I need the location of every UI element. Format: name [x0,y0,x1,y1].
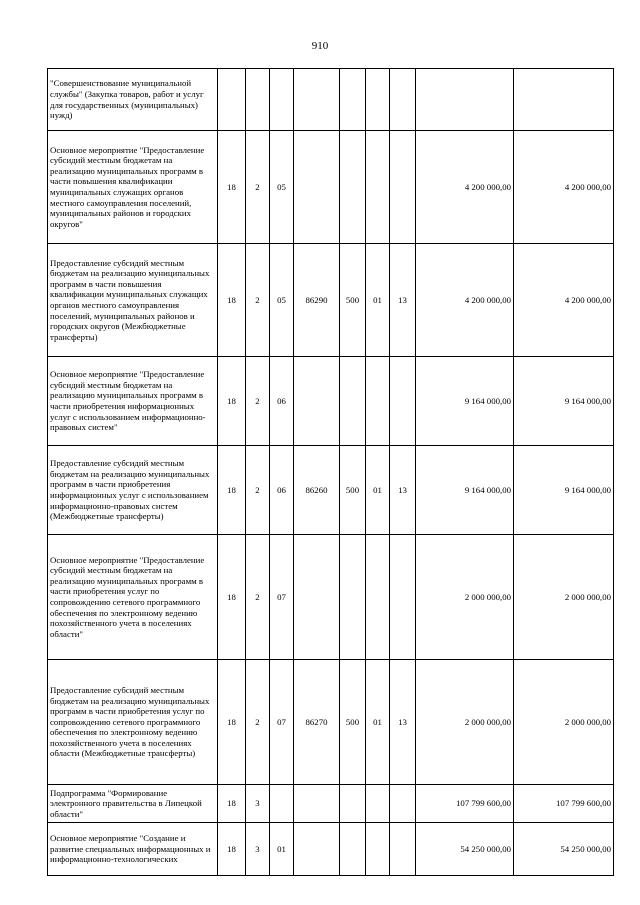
expense-type-cell [340,785,366,823]
table-row [48,660,614,785]
direction-code-cell [294,535,340,660]
subprogram-code-cell [246,69,270,131]
subprogram-code-cell: 2 [246,535,270,660]
item-name-cell: Подпрограмма "Формирование электронного правительства в Липецкой области" [48,785,218,823]
subsection-cell: 13 [390,244,416,357]
subsection-cell: 13 [390,446,416,535]
program-code-cell: 18 [218,785,246,823]
subsection-cell [390,131,416,244]
amount-cell-1: 54 250 000,00 [416,823,514,876]
amount-cell-2 [514,69,614,131]
subprogram-code-cell: 2 [246,660,270,785]
item-name-cell: Предоставление субсидий местным бюджетам на реализацию муниципальных программ в части повышения квалификации муниципальных служащих органов местного самоуправления поселений, муниципальных районов и городских округов (Межбюджетные трансферты) [48,244,218,357]
direction-code-cell [294,785,340,823]
subsection-cell [390,823,416,876]
expense-type-cell: 500 [340,446,366,535]
subsection-cell [390,785,416,823]
subprogram-code-cell: 3 [246,785,270,823]
program-code-cell [218,69,246,131]
section-cell: 01 [366,244,390,357]
subprogram-code-cell: 2 [246,244,270,357]
program-code-cell: 18 [218,357,246,446]
program-code-cell: 18 [218,244,246,357]
event-code-cell: 01 [270,823,294,876]
amount-cell-2: 107 799 600,00 [514,785,614,823]
table-row [48,535,614,660]
event-code-cell: 06 [270,357,294,446]
program-code-cell: 18 [218,660,246,785]
section-cell [366,785,390,823]
section-cell [366,357,390,446]
table-row [48,69,614,131]
program-code-cell: 18 [218,446,246,535]
direction-code-cell: 86270 [294,660,340,785]
section-cell [366,131,390,244]
amount-cell-2: 9 164 000,00 [514,357,614,446]
amount-cell-2: 2 000 000,00 [514,660,614,785]
direction-code-cell: 86260 [294,446,340,535]
item-name-cell: Основное мероприятие "Предоставление субсидий местным бюджетам на реализацию муниципальных программ в части приобретения услуг по сопровождению сетевого программного обеспечения по электронному ведению похозяйственного учета в поселениях области" [48,535,218,660]
amount-cell-1: 107 799 600,00 [416,785,514,823]
section-cell: 01 [366,660,390,785]
direction-code-cell [294,823,340,876]
section-cell: 01 [366,446,390,535]
expense-type-cell [340,131,366,244]
amount-cell-1: 9 164 000,00 [416,357,514,446]
budget-table [47,68,614,876]
section-cell [366,69,390,131]
amount-cell-2: 4 200 000,00 [514,244,614,357]
subprogram-code-cell: 3 [246,823,270,876]
direction-code-cell [294,131,340,244]
amount-cell-1 [416,69,514,131]
event-code-cell: 05 [270,131,294,244]
event-code-cell: 05 [270,244,294,357]
amount-cell-2: 4 200 000,00 [514,131,614,244]
expense-type-cell [340,823,366,876]
expense-type-cell [340,357,366,446]
item-name-cell: Предоставление субсидий местным бюджетам на реализацию муниципальных программ в части приобретения услуг по сопровождению сетевого программного обеспечения по электронному ведению похозяйственного учета в поселениях области (Межбюджетные трансферты) [48,660,218,785]
subprogram-code-cell: 2 [246,131,270,244]
expense-type-cell [340,535,366,660]
section-cell [366,535,390,660]
table-row [48,823,614,876]
expense-type-cell: 500 [340,660,366,785]
item-name-cell: "Совершенствование муниципальной службы" (Закупка товаров, работ и услуг для государственных (муниципальных) нужд) [48,69,218,131]
amount-cell-1: 2 000 000,00 [416,535,514,660]
event-code-cell [270,785,294,823]
program-code-cell: 18 [218,535,246,660]
expense-type-cell [340,69,366,131]
direction-code-cell [294,357,340,446]
event-code-cell: 06 [270,446,294,535]
table-row [48,446,614,535]
direction-code-cell: 86290 [294,244,340,357]
item-name-cell: Предоставление субсидий местным бюджетам на реализацию муниципальных программ в части приобретения информационных услуг с использованием информационно-правовых систем (Межбюджетные трансферты) [48,446,218,535]
table-row [48,244,614,357]
amount-cell-2: 54 250 000,00 [514,823,614,876]
program-code-cell: 18 [218,131,246,244]
table-row [48,357,614,446]
amount-cell-2: 2 000 000,00 [514,535,614,660]
subsection-cell [390,357,416,446]
program-code-cell: 18 [218,823,246,876]
subprogram-code-cell: 2 [246,357,270,446]
amount-cell-1: 9 164 000,00 [416,446,514,535]
item-name-cell: Основное мероприятие "Создание и развитие специальных информационных и информационно-технологических [48,823,218,876]
expense-type-cell: 500 [340,244,366,357]
amount-cell-1: 4 200 000,00 [416,244,514,357]
section-cell [366,823,390,876]
subsection-cell [390,69,416,131]
subsection-cell: 13 [390,660,416,785]
item-name-cell: Основное мероприятие "Предоставление субсидий местным бюджетам на реализацию муниципальных программ в части повышения квалификации муниципальных служащих органов местного самоуправления поселений, муниципальных районов и городских округов" [48,131,218,244]
amount-cell-1: 2 000 000,00 [416,660,514,785]
subsection-cell [390,535,416,660]
event-code-cell: 07 [270,660,294,785]
amount-cell-2: 9 164 000,00 [514,446,614,535]
direction-code-cell [294,69,340,131]
table-row [48,785,614,823]
amount-cell-1: 4 200 000,00 [416,131,514,244]
event-code-cell [270,69,294,131]
table-row [48,131,614,244]
item-name-cell: Основное мероприятие "Предоставление субсидий местным бюджетам на реализацию муниципальных программ в части приобретения информационных услуг с использованием информационно-правовых систем" [48,357,218,446]
event-code-cell: 07 [270,535,294,660]
table-body [48,69,614,876]
subprogram-code-cell: 2 [246,446,270,535]
page-number: 910 [311,40,329,52]
